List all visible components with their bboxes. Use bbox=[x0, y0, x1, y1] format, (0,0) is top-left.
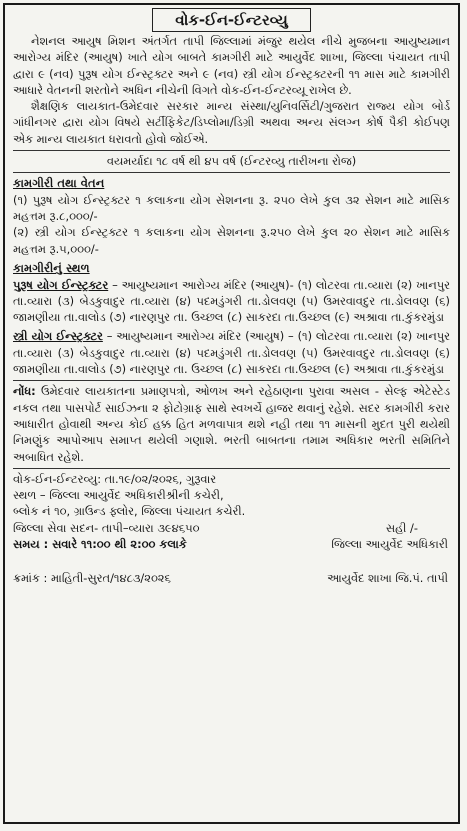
male-places bbox=[13, 277, 450, 326]
divider bbox=[13, 172, 450, 173]
signature-row bbox=[13, 520, 450, 570]
note-paragraph bbox=[13, 383, 450, 464]
signatory-title: જિલ્લા આયુર્વેદ અધિકારી bbox=[331, 536, 448, 551]
reference-number: ક્રમાંક : માહિતી-સુરત/૧૪૮૩/૨૦૨૬ bbox=[13, 570, 171, 585]
signature-mark: સહી /- bbox=[385, 520, 418, 535]
contact-block bbox=[13, 520, 199, 553]
male-places-text: – આયુષ્યમાન આરોગ્ય મંદિર (આયુષ)- (૧) લોટરવા તા.વ્યારા (૨) ખાનપુર તા.વ્યારા (૩) બેડકુવાદુર તા.વ્યારા (૪) પદમડુંગરી તા.ડોલવણ (૫) ઉમરવાવદુર તા.ડોલવણ (૬) જામણીયા તા.વાલોડ (૭) નારણપુર તા. ઉચ્છલ (૮) સાકરદા તા.ઉચ્છલ (૯) અશ્રાવા તા.કુંકરમુંડા bbox=[13, 277, 450, 325]
salary-heading: કામગીરી તથા વેતન bbox=[13, 176, 105, 191]
signature-block bbox=[331, 520, 448, 552]
qualification-paragraph: શૈક્ષણિક લાયકાત-ઉમેદવાર સરકાર માન્ય સંસ્થા/યુનિવર્સિટી/ગુજરાત રાજ્ય યોગ બોર્ડ ગાંધીનગર દ્વારા યોગ વિષયે સર્ટીફિકેટ/ડિપ્લોમા/ડિગ્રી અથવા અન્ય સંલગ્ન કોર્ષ પૈકી કોઈપણ એક માન્ય લાયકાત ધરાવતો હોવો જોઈએ. bbox=[13, 99, 450, 146]
advertisement-frame bbox=[3, 3, 460, 824]
interview-city: જિલ્લા સેવા સદન- તાપી–વ્યારા ૩૯૪૬૫૦ bbox=[13, 520, 200, 535]
title-row bbox=[13, 7, 450, 33]
female-places-lead: સ્ત્રી યોગ ઈન્સ્ટ્રક્ટર bbox=[13, 329, 103, 344]
female-places-text: – આયુષ્યમાન આરોગ્ય મંદિર (આયુષ) – (૧) લોટરવા તા.વ્યારા (૨) ખાનપુર તા.વ્યારા (૩) બેડકુવાદુર તા.વ્યારા (૪) પદમડુંગરી તા.ડોલવણ (૫) ઉમરવાવદુર તા.ડોલવણ (૬) જામણીયા તા.વાલોડ (૭) નારણપુર તા. ઉચ્છલ (૮) સાકરદા તા.ઉચ્છલ (૯) અશ્રાવા તા.કુંકરમુંડા bbox=[13, 329, 450, 377]
male-places-lead: પુરૂષ યોગ ઈન્સ્ટ્રક્ટર bbox=[13, 277, 109, 292]
note-lead: નોંધ: bbox=[13, 384, 36, 399]
interview-date: વોક-ઈન-ઈન્ટરવ્યુ: તા.૧૯/૦૨/૨૦૨૬, ગુરૂવાર bbox=[13, 471, 217, 486]
female-places bbox=[13, 328, 450, 377]
age-limit: વયમર્યાદા ૧૮ વર્ષ થી ૪૫ વર્ષ (ઈન્ટરવ્યુ તારીખના રોજ) bbox=[106, 154, 357, 169]
interview-time: સમય : સવારે ૧૧:૦૦ થી ૨:૦૦ કલાકે bbox=[13, 537, 187, 552]
reference-row bbox=[13, 570, 450, 588]
intro-paragraph: નેશનલ આયુષ મિશન અંતર્ગત તાપી જિલ્લામાં મંજુર થયેલ નીચે મુજબના આયુષ્યમાન આરોગ્ય મંદિર (આયુષ) ખાતે યોગ બાબતે કામગીરી માટે આયુર્વેદ શાખા, જિલ્લા પંચાયત તાપી દ્વારા ૯ (નવ) પુરૂષ યોગ ઈન્સ્ટ્રક્ટર અને ૯ (નવ) સ્ત્રી યોગ ઈન્સ્ટ્રક્ટરની ૧૧ માસ માટે કામગીરી આધારે વેતનની શરતોને અધિન નીચેની વિગતે વોક-ઈન-ઈન્ટરવ્યૂ રાખેલ છે. bbox=[13, 34, 450, 97]
interview-address: બ્લોક નં ૧૦, ગ્રાઉન્ડ ફ્લોર, જિલ્લા પંચાયત કચેરી. bbox=[13, 504, 246, 519]
divider bbox=[13, 468, 450, 469]
divider bbox=[13, 380, 450, 381]
place-heading: કામગીરીનું સ્થળ bbox=[13, 261, 90, 276]
interview-venue: સ્થળ – જિલ્લા આયુર્વેદ અધિકારીશ્રીની કચેરી, bbox=[13, 488, 224, 503]
salary-item-female: (૨) સ્ત્રી યોગ ઈન્સ્ટ્રક્ટર ૧ કલાકના યોગ સેશનના રૂ.૨૫૦ લેખે કુલ ૨૦ સેશન માટે માસિક મહત્તમ રૂ.૫,૦૦૦/- bbox=[13, 225, 450, 256]
note-text: ઉમેદવાર લાયકાતના પ્રમાણપત્રો, ઓળખ અને રહેઠાણના પુરાવા અસલ - સેલ્ફ એટેસ્ટેડ નકલ તથા પાસપોર્ટ સાઈઝના ૨ ફોટોગ્રાફ સાથે સ્વખર્ચે હાજર થવાનું રહેશે. સદર કામગીરી કરાર આધારીત હોવાથી અન્ય કોઈ હક્ક હિત મળવાપાત્ર થશે નહી તથા ૧૧ માસની મુદત પુરી થયેથી નિમણુંક આપોઆપ સમાપ્ત થયેલી ગણાશે. ભરતી બાબતના તમામ અધિકાર ભરતી સમિતિને અબાધિત રહેશે. bbox=[13, 384, 450, 464]
signatory-office: આયુર્વેદ શાખા જિ.પં. તાપી bbox=[327, 570, 448, 585]
divider bbox=[13, 150, 450, 151]
salary-item-male: (૧) પુરૂષ યોગ ઈન્સ્ટ્રક્ટર ૧ કલાકના યોગ સેશનના રૂ. ૨૫૦ લેખે કુલ ૩૨ સેશન માટે માસિક મહત્તમ રૂ.૮,૦૦૦/- bbox=[13, 192, 450, 224]
page-title: વોક-ઈન-ઈન્ટરવ્યુ bbox=[152, 8, 311, 32]
